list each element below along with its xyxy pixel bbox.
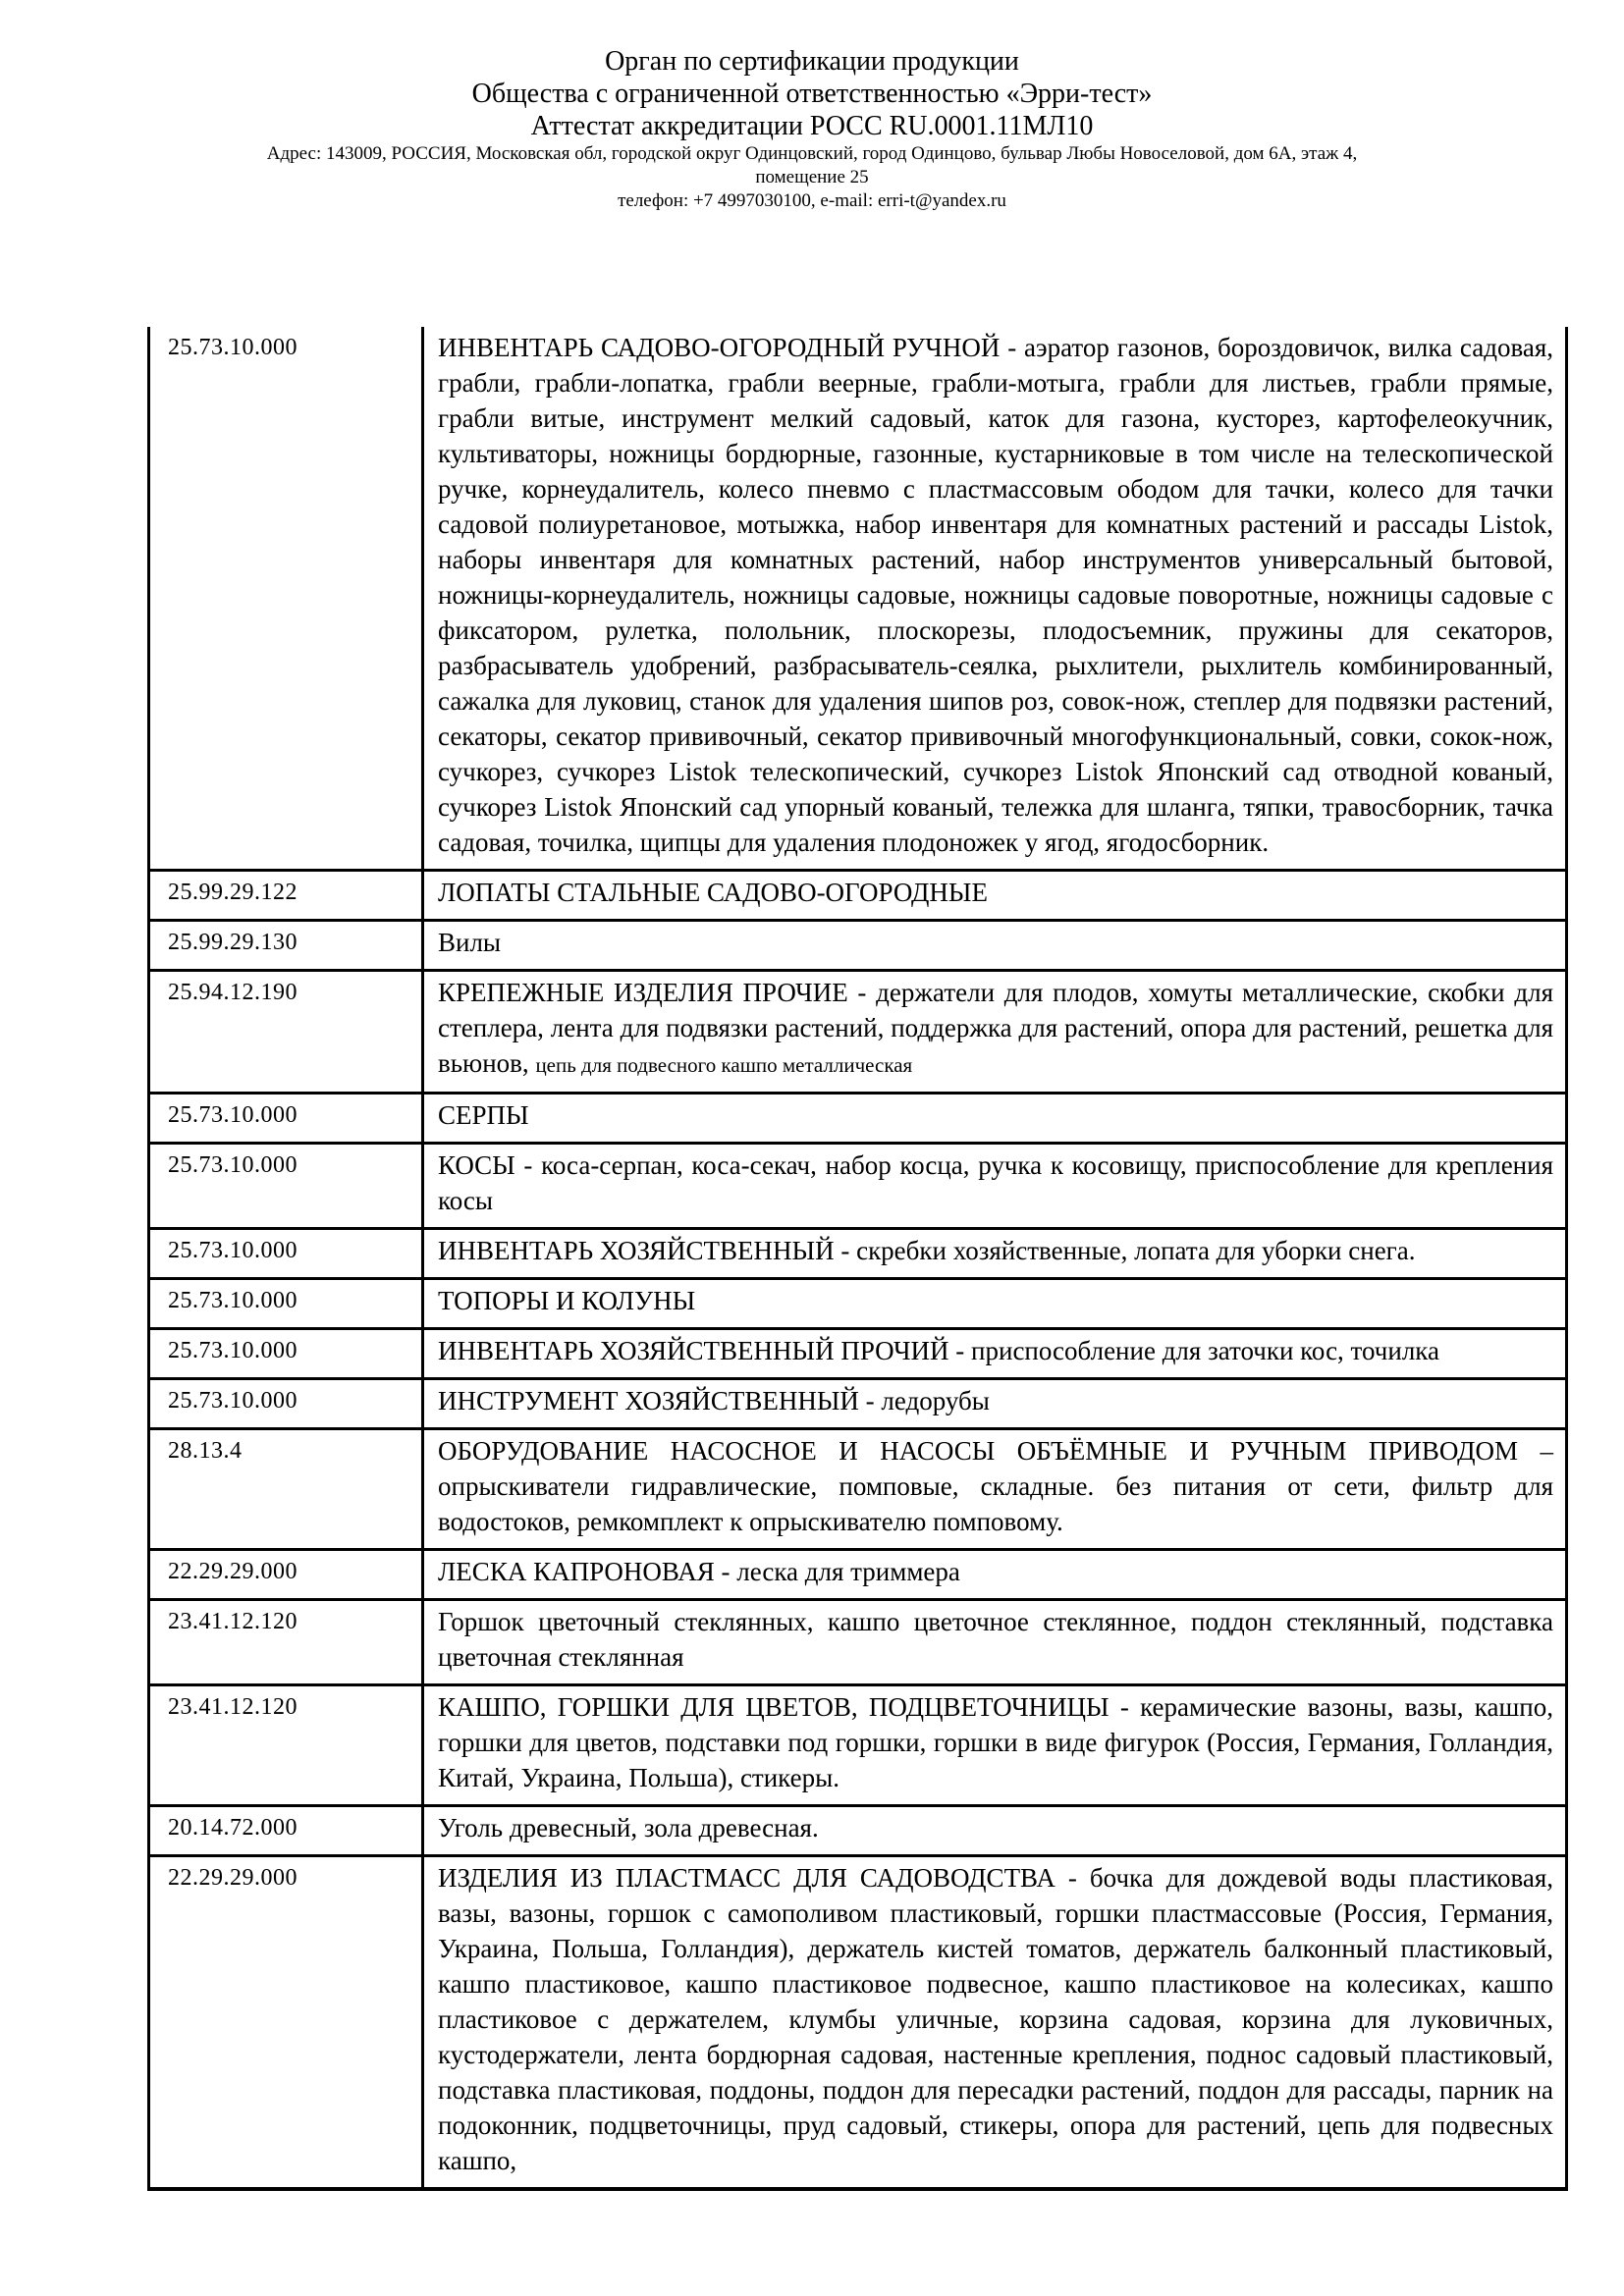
description-text: ИНСТРУМЕНТ ХОЗЯЙСТВЕННЫЙ - ледорубы: [438, 1386, 990, 1415]
description-text: ИНВЕНТАРЬ ХОЗЯЙСТВЕННЫЙ ПРОЧИЙ - приспособление для заточки кос, точилка: [438, 1336, 1440, 1365]
product-description-cell: [423, 921, 1567, 971]
table-row: [149, 1600, 1567, 1685]
document-header: [0, 0, 1624, 213]
product-description-cell: [423, 1279, 1567, 1329]
product-description-cell: [423, 1685, 1567, 1806]
product-code-cell: 22.29.29.000: [149, 1856, 423, 2190]
description-text: ТОПОРЫ И КОЛУНЫ: [438, 1286, 696, 1315]
product-description-cell: [423, 1144, 1567, 1229]
product-code-cell: 25.73.10.000: [149, 1379, 423, 1429]
table-row: [149, 1094, 1567, 1144]
table-row: [149, 1279, 1567, 1329]
table-row: [149, 1806, 1567, 1856]
description-text: Уголь древесный, зола древесная.: [438, 1813, 819, 1842]
product-description-cell: [423, 1806, 1567, 1856]
product-description-cell: [423, 1379, 1567, 1429]
product-code-cell: 25.99.29.130: [149, 921, 423, 971]
product-description-cell: [423, 1094, 1567, 1144]
table-row: [149, 921, 1567, 971]
description-text: ОБОРУДОВАНИЕ НАСОСНОЕ И НАСОСЫ ОБЪЁМНЫЕ И РУЧНЫМ ПРИВОДОМ – опрыскиватели гидравлические, помповые, складные. без питания от сети, фильтр для водостоков, ремкомплект к опрыскивателю помповому.: [438, 1436, 1553, 1536]
product-description-cell: [423, 327, 1567, 871]
description-text: КАШПО, ГОРШКИ ДЛЯ ЦВЕТОВ, ПОДЦВЕТОЧНИЦЫ - керамические вазоны, вазы, кашпо, горшки для цветов, подставки под горшки, горшки в виде фигурок (Россия, Германия, Голландия, Китай, Украина, Польша), стикеры.: [438, 1692, 1553, 1792]
product-code-cell: 28.13.4: [149, 1429, 423, 1550]
contacts-line: телефон: +7 4997030100, e-mail: erri-t@yandex.ru: [618, 190, 1006, 211]
product-code-cell: 20.14.72.000: [149, 1806, 423, 1856]
table-row: [149, 1329, 1567, 1379]
description-text: ИНВЕНТАРЬ ХОЗЯЙСТВЕННЫЙ - скребки хозяйственные, лопата для уборки снега.: [438, 1236, 1416, 1265]
product-code-cell: 22.29.29.000: [149, 1550, 423, 1600]
description-text: ЛОПАТЫ СТАЛЬНЫЕ САДОВО-ОГОРОДНЫЕ: [438, 878, 988, 907]
table-row: [149, 871, 1567, 921]
product-description-cell: [423, 971, 1567, 1094]
description-text: ЛЕСКА КАПРОНОВАЯ - леска для триммера: [438, 1557, 960, 1586]
description-text: ИНВЕНТАРЬ САДОВО-ОГОРОДНЫЙ РУЧНОЙ - аэратор газонов, бороздовичок, вилка садовая, грабли, грабли-лопатка, грабли веерные, грабли-мотыга, грабли для листьев, грабли прямые, грабли витые, инструмент мелкий садовый, каток для газона, кусторез, картофелеокучник, культиваторы, ножницы бордюрные, газонные, кустарниковые в том числе на телескопической ручке, корнеудалитель, колесо пневмо с пластмассовым ободом для тачки, колесо для тачки садовой полиуретановое, мотыжка, набор инвентаря для комнатных растений и рассады Listok, наборы инвентаря для комнатных растений, набор инструментов универсальный бытовой, ножницы-корнеудалитель, ножницы садовые, ножницы садовые поворотные, ножницы садовые с фиксатором, рулетка, полольник, плоскорезы, плодосъемник, пружины для секаторов, разбрасыватель удобрений, разбрасыватель-сеялка, рыхлители, рыхлитель комбинированный, сажалка для луковиц, станок для удаления шипов роз, совок-нож, степлер для подвязки растений, секаторы, секатор прививочный, секатор прививочный многофункциональный, совки, сокок-нож, сучкорез, сучкорез Listok телескопический, сучкорез Listok Японский сад отводной кованый, сучкорез Listok Японский сад упорный кованый, тележка для шланга, тяпки, травосборник, тачка садовая, точилка, щипцы для удаления плодоножек у ягод, ягодосборник.: [438, 333, 1553, 857]
product-code-cell: 25.73.10.000: [149, 327, 423, 871]
accreditation-line: Аттестат аккредитации РОСС RU.0001.11МЛ10: [530, 111, 1094, 141]
product-code-cell: 25.73.10.000: [149, 1279, 423, 1329]
product-description-cell: [423, 1329, 1567, 1379]
table-row: [149, 1429, 1567, 1550]
product-description-cell: [423, 1856, 1567, 2190]
address-line2: помещение 25: [755, 167, 869, 187]
table-row: [149, 1229, 1567, 1279]
table-row: [149, 1856, 1567, 2190]
description-text-small: цепь для подвесного кашпо металлическая: [535, 1053, 913, 1077]
product-description-cell: [423, 871, 1567, 921]
description-text: Горшок цветочный стеклянных, кашпо цветочное стеклянное, поддон стеклянный, подставка цветочная стеклянная: [438, 1607, 1553, 1672]
description-text: КРЕПЕЖНЫЕ ИЗДЕЛИЯ ПРОЧИЕ - держатели для плодов, хомуты металлические, скобки для степлера, лента для подвязки растений, поддержка для растений, опора для растений, решетка для вьюнов,: [438, 978, 1553, 1078]
table-row: [149, 971, 1567, 1094]
product-description-cell: [423, 1600, 1567, 1685]
table-row: [149, 1144, 1567, 1229]
table-row: [149, 1550, 1567, 1600]
certified-products-table: [147, 327, 1568, 2191]
product-code-cell: 25.73.10.000: [149, 1229, 423, 1279]
description-text: Вилы: [438, 928, 502, 957]
product-code-cell: 25.73.10.000: [149, 1144, 423, 1229]
product-code-cell: 25.94.12.190: [149, 971, 423, 1094]
product-description-cell: [423, 1550, 1567, 1600]
address-line1: Адрес: 143009, РОССИЯ, Московская обл, городской округ Одинцовский, город Одинцово, бульвар Любы Новоселовой, дом 6А, этаж 4,: [266, 143, 1358, 164]
product-code-cell: 23.41.12.120: [149, 1685, 423, 1806]
product-code-cell: 25.73.10.000: [149, 1329, 423, 1379]
org-title-line2: Общества с ограниченной ответственностью «Эрри-тест»: [471, 79, 1153, 109]
description-text: КОСЫ - коса-серпан, коса-секач, набор косца, ручка к косовищу, приспособление для крепления косы: [438, 1150, 1553, 1215]
table-row: [149, 327, 1567, 871]
table-row: [149, 1685, 1567, 1806]
product-code-cell: 25.99.29.122: [149, 871, 423, 921]
description-text: СЕРПЫ: [438, 1100, 529, 1130]
product-code-cell: 23.41.12.120: [149, 1600, 423, 1685]
description-text: ИЗДЕЛИЯ ИЗ ПЛАСТМАСС ДЛЯ САДОВОДСТВА - бочка для дождевой воды пластиковая, вазы, вазоны, горшок с самополивом пластиковый, горшки пластмассовые (Россия, Германия, Украина, Польша, Голландия), держатель кистей томатов, держатель балконный пластиковый, кашпо пластиковое, кашпо пластиковое подвесное, кашпо пластиковое на колесиках, кашпо пластиковое с держателем, клумбы уличные, корзина садовая, корзина для луковичных, кустодержатели, лента бордюрная садовая, настенные крепления, поднос садовый пластиковый, подставка пластиковая, поддоны, поддон для пересадки растений, поддон для рассады, парник на подоконник, подцветочницы, пруд садовый, стикеры, опора для растений, цепь для подвесных кашпо,: [438, 1863, 1553, 2175]
table-row: [149, 1379, 1567, 1429]
product-description-cell: [423, 1429, 1567, 1550]
product-code-cell: 25.73.10.000: [149, 1094, 423, 1144]
product-description-cell: [423, 1229, 1567, 1279]
org-title-line1: Орган по сертификации продукции: [605, 46, 1019, 77]
